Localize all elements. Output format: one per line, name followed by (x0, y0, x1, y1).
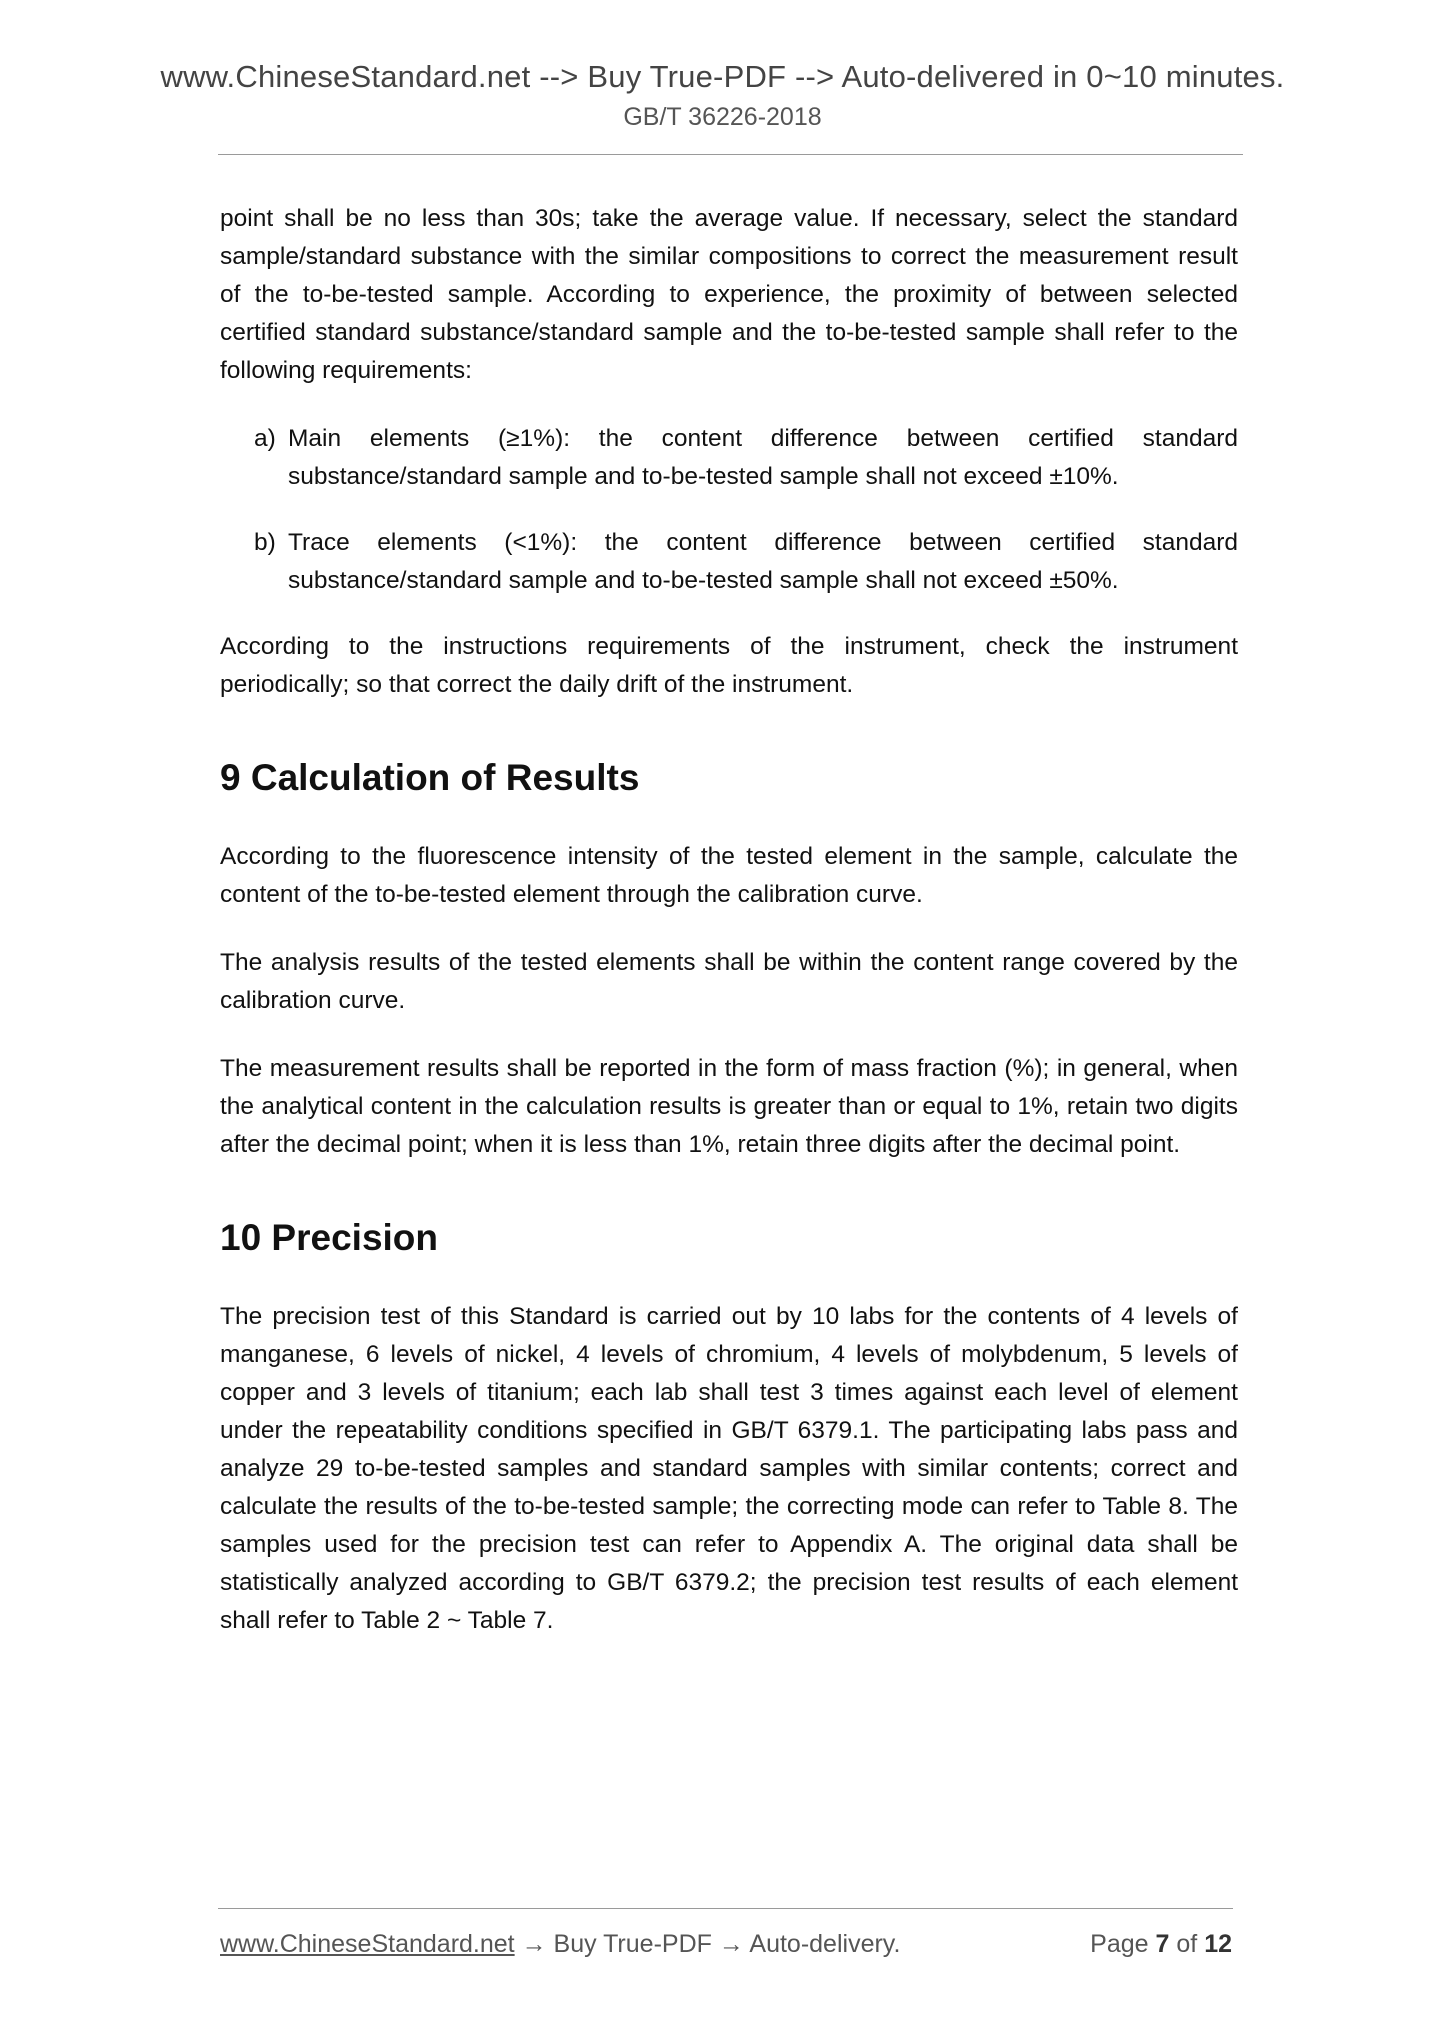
footer-tagline: → Buy True-PDF → Auto-delivery. (514, 1930, 901, 1958)
footer-website-link[interactable]: www.ChineseStandard.net (220, 1930, 515, 1958)
page-label: Page (1090, 1930, 1149, 1958)
standard-number: GB/T 36226-2018 (623, 103, 822, 131)
list-item-text: Main elements (≥1%): the content difference between certified standard substance/standard sample and to-be-tested sample shall not exceed ±10%. (288, 425, 1238, 490)
page-indicator (1090, 1928, 1232, 1960)
intro-paragraph: point shall be no less than 30s; take the average value. If necessary, select the standard sample/standard substance with the similar compositions to correct the measurement result of the to-be-tested sample. According to experience, the proximity of between selected certified standard substance/standard sample and the to-be-tested sample shall refer to the following requirements: (220, 205, 1238, 384)
footer-promo (220, 1928, 900, 1960)
section-heading-precision: 10 Precision (220, 1217, 439, 1258)
document-body (220, 200, 1238, 1670)
list-item (254, 420, 1238, 496)
drift-paragraph: According to the instructions requirements of the instrument, check the instrument periodically; so that correct the daily drift of the instrument. (220, 633, 1238, 698)
of-label: of (1176, 1930, 1198, 1958)
total-pages-number: 12 (1204, 1930, 1232, 1958)
header-banner: www.ChineseStandard.net --> Buy True-PDF --> Auto-delivered in 0~10 minutes. (160, 59, 1285, 94)
list-item-text: Trace elements (<1%): the content difference between certified standard substance/standard sample and to-be-tested sample shall not exceed ±50%. (288, 529, 1238, 594)
section-heading-calculation: 9 Calculation of Results (220, 757, 640, 798)
paragraph: The precision test of this Standard is carried out by 10 labs for the contents of 4 levels of manganese, 6 levels of nickel, 4 levels of chromium, 4 levels of molybdenum, 5 levels of copper and 3 levels of titanium; each lab shall test 3 times against each level of element under the repeatability conditions specified in GB/T 6379.1. The participating labs pass and analyze 29 to-be-tested samples and standard samples with similar contents; correct and calculate the results of the to-be-tested sample; the correcting mode can refer to Table 8. The samples used for the precision test can refer to Appendix A. The original data shall be statistically analyzed according to GB/T 6379.2; the precision test results of each element shall refer to Table 2 ~ Table 7. (220, 1303, 1238, 1634)
list-marker: b) (254, 529, 276, 556)
paragraph: The analysis results of the tested elements shall be within the content range covered by the calibration curve. (220, 949, 1238, 1014)
list-item (254, 524, 1238, 600)
paragraph: The measurement results shall be reported in the form of mass fraction (%); in general, when the analytical content in the calculation results is greater than or equal to 1%, retain two digits after the decimal point; when it is less than 1%, retain three digits after the decimal point. (220, 1055, 1238, 1158)
footer-divider (218, 1908, 1233, 1909)
list-marker: a) (254, 425, 276, 452)
current-page-number: 7 (1155, 1930, 1170, 1958)
paragraph: According to the fluorescence intensity of the tested element in the sample, calculate the content of the to-be-tested element through the calibration curve. (220, 843, 1238, 908)
page-header (0, 58, 1445, 132)
header-divider (218, 154, 1243, 155)
